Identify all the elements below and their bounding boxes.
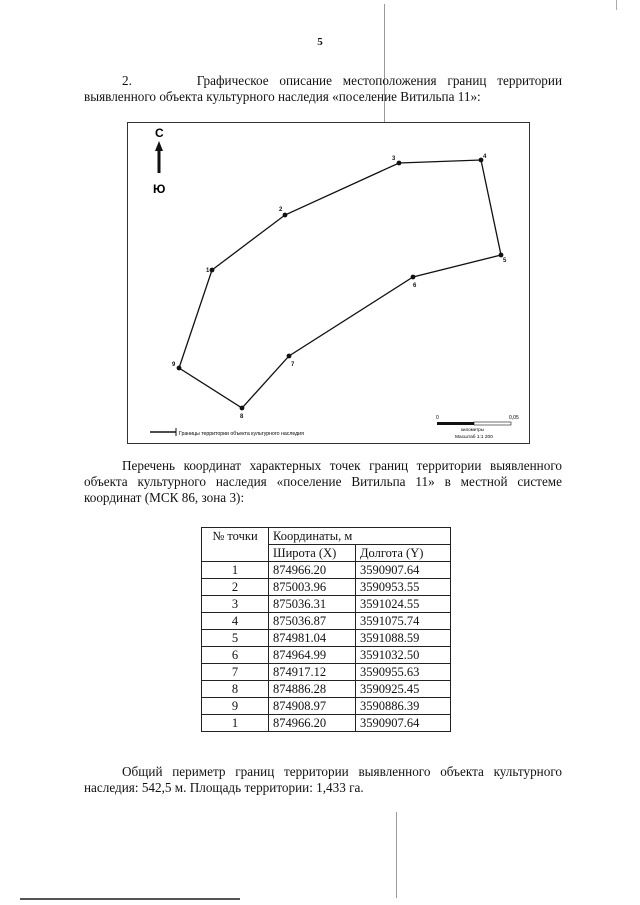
point-label: 2 <box>279 207 283 213</box>
legend-label: Границы территории объекта культурного наследия <box>179 431 304 437</box>
boundary-point <box>210 268 215 273</box>
point-label: 6 <box>413 283 417 289</box>
cell-point: 9 <box>202 698 269 715</box>
cell-y: 3591032.50 <box>356 647 451 664</box>
scan-artifact-line <box>616 0 617 10</box>
cell-point: 4 <box>202 613 269 630</box>
table-row <box>202 647 451 664</box>
scale-bar-light <box>474 422 511 425</box>
boundary-point <box>283 213 288 218</box>
scan-artifact-line <box>384 4 385 124</box>
cell-y: 3590955.63 <box>356 664 451 681</box>
cell-y: 3590907.64 <box>356 715 451 732</box>
coordinates-table <box>201 527 451 732</box>
boundary-point <box>411 275 416 280</box>
scale-end: 0,05 <box>509 415 519 421</box>
cell-x: 874981.04 <box>269 630 356 647</box>
scale-text: Масштаб 1:1 200 <box>455 435 493 440</box>
table-row <box>202 681 451 698</box>
scale-start: 0 <box>436 415 439 421</box>
cell-point: 1 <box>202 715 269 732</box>
point-label: 1 <box>206 268 210 274</box>
table-row <box>202 613 451 630</box>
cell-y: 3590925.45 <box>356 681 451 698</box>
boundary-map-svg <box>128 123 529 443</box>
table-row <box>202 630 451 647</box>
cell-point: 1 <box>202 562 269 579</box>
cell-y: 3591088.59 <box>356 630 451 647</box>
boundary-points <box>177 158 504 411</box>
summary-text: Общий периметр границ территории выявленного объекта культурного наследия: 542,5 м. Площадь территории: 1,433 га. <box>84 764 562 795</box>
cell-x: 874917.12 <box>269 664 356 681</box>
scan-artifact-line <box>20 898 240 900</box>
header-point: № точки <box>202 528 269 562</box>
point-label: 3 <box>392 156 396 162</box>
cell-point: 3 <box>202 596 269 613</box>
cell-point: 5 <box>202 630 269 647</box>
coords-intro-text: Перечень координат характерных точек границ территории выявленного объекта культурного наследия «поселение Витильпа 11» в местной системе координат (МСК 86, зона 3): <box>84 458 562 505</box>
cell-x: 874908.97 <box>269 698 356 715</box>
section-text: Графическое описание местоположения границ территории выявленного объекта культурного наследия «поселение Витильпа 11»: <box>84 73 562 104</box>
header-lat: Широта (X) <box>269 545 356 562</box>
table-row <box>202 698 451 715</box>
table-row <box>202 562 451 579</box>
coords-intro <box>84 458 562 506</box>
table-row <box>202 579 451 596</box>
table-row <box>202 664 451 681</box>
table-row <box>202 596 451 613</box>
point-label: 5 <box>503 258 507 264</box>
boundary-map <box>127 122 530 444</box>
summary <box>84 764 562 796</box>
cell-x: 875003.96 <box>269 579 356 596</box>
cell-x: 874886.28 <box>269 681 356 698</box>
cell-x: 874966.20 <box>269 562 356 579</box>
scale-units: километры <box>461 427 484 432</box>
cell-y: 3591024.55 <box>356 596 451 613</box>
boundary-point <box>499 253 504 258</box>
cell-point: 2 <box>202 579 269 596</box>
south-label: Ю <box>153 182 166 196</box>
cell-x: 875036.87 <box>269 613 356 630</box>
territory-boundary <box>179 160 501 408</box>
page-number: 5 <box>317 36 323 48</box>
boundary-point <box>177 366 182 371</box>
boundary-point <box>240 406 245 411</box>
point-label: 4 <box>483 154 487 160</box>
table-body <box>202 562 451 732</box>
cell-point: 8 <box>202 681 269 698</box>
point-label: 9 <box>172 362 176 368</box>
cell-point: 6 <box>202 647 269 664</box>
boundary-point <box>397 161 402 166</box>
table-row <box>202 715 451 732</box>
cell-x: 874966.20 <box>269 715 356 732</box>
cell-y: 3590886.39 <box>356 698 451 715</box>
cell-y: 3590907.64 <box>356 562 451 579</box>
cell-x: 875036.31 <box>269 596 356 613</box>
header-lon: Долгота (Y) <box>356 545 451 562</box>
section-heading <box>84 73 562 105</box>
cell-y: 3591075.74 <box>356 613 451 630</box>
table-header-row <box>202 528 451 545</box>
scan-artifact-line <box>396 812 397 898</box>
point-label: 8 <box>240 414 244 420</box>
north-arrow-icon <box>155 141 163 151</box>
cell-point: 7 <box>202 664 269 681</box>
point-label: 7 <box>291 362 295 368</box>
scale-bar-dark <box>437 422 474 425</box>
boundary-point <box>287 354 292 359</box>
north-label: С <box>155 126 164 140</box>
cell-y: 3590953.55 <box>356 579 451 596</box>
cell-x: 874964.99 <box>269 647 356 664</box>
section-number: 2. <box>122 73 132 88</box>
header-coords: Координаты, м <box>269 528 451 545</box>
